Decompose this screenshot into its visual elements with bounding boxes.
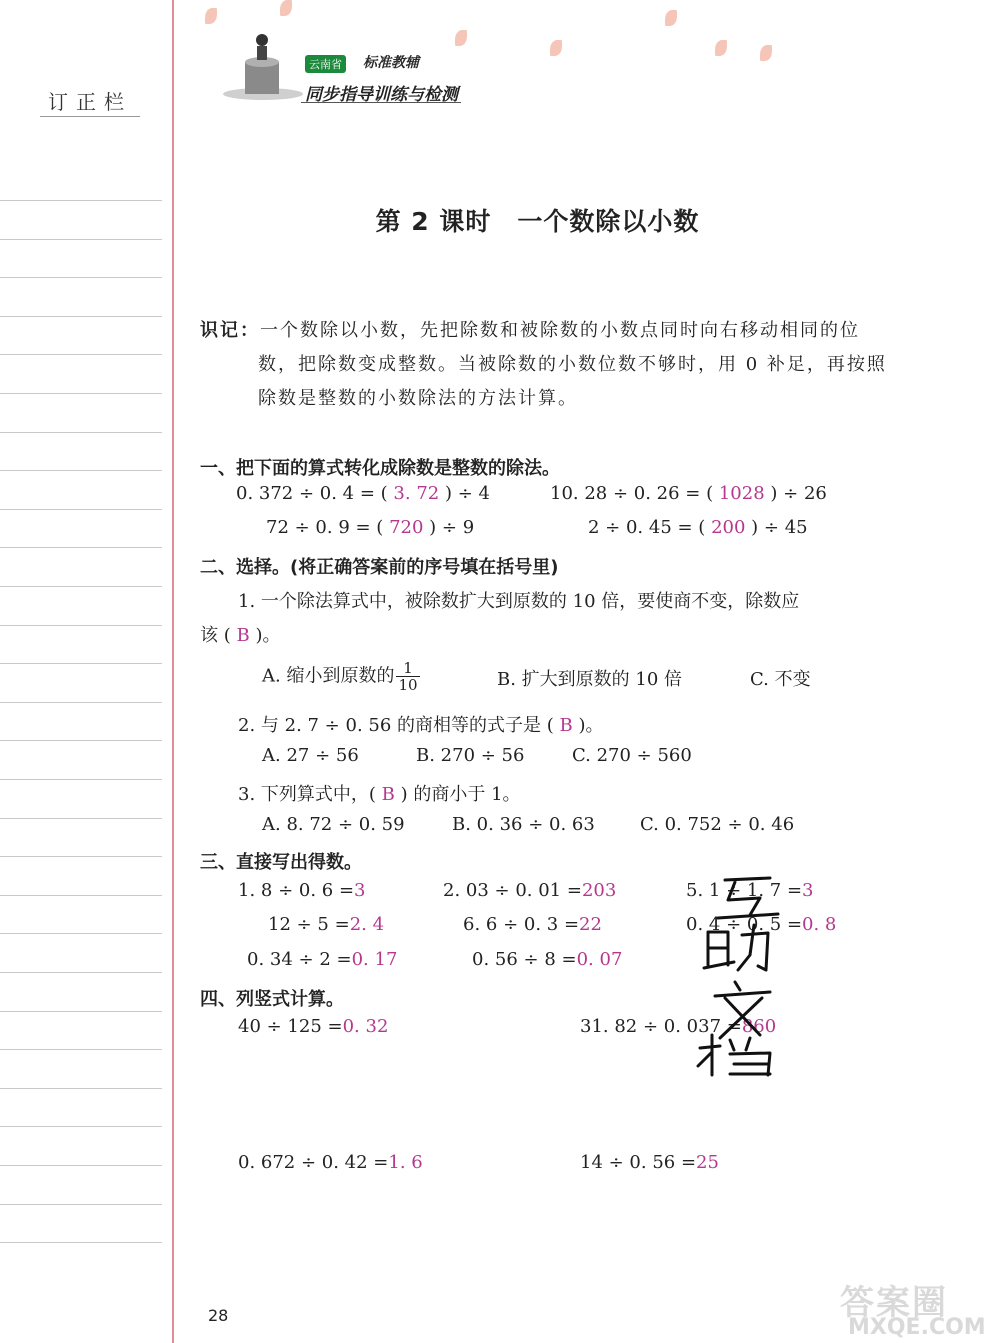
answer: 22 [579,914,602,935]
expression: 0. 372 ÷ 0. 4 = ( [236,483,388,504]
expression: 2 ÷ 0. 45 = ( [588,517,706,538]
convert-item [266,517,474,538]
margin-label-underline [40,116,140,117]
margin-rule-line [0,509,162,510]
book-title: 同步指导训练与检测 [305,85,458,105]
margin-rule-line [0,1242,162,1243]
leaf-decoration [280,0,292,16]
margin-rule-line [0,393,162,394]
convert-item [550,483,827,504]
leaf-decoration [455,30,467,46]
site-watermark [840,1275,990,1343]
section3-heading: 三、直接写出得数。 [200,852,362,873]
long-division-item [238,1152,423,1173]
question-1-option-b: B. 扩大到原数的 10 倍 [497,669,683,690]
memo-line-2: 数，把除数变成整数。当被除数的小数位数不够时，用 0 补足，再按照 [258,354,887,375]
margin-rule-line [0,856,162,857]
expression: 6. 6 ÷ 0. 3 = [463,914,580,935]
expression: 31. 82 ÷ 0. 037 = [580,1016,742,1037]
leaf-decoration [715,40,727,56]
answer: 720 [389,517,424,538]
expression: 0. 34 ÷ 2 = [247,949,352,970]
margin-rule-line [0,933,162,934]
question-1-option-a [262,660,420,693]
long-division-item [238,1016,388,1037]
expression: ) ÷ 9 [429,517,475,538]
margin-rule-line [0,895,162,896]
margin-rule-line [0,702,162,703]
handwritten-signature [690,870,800,1080]
question-2 [238,711,604,737]
answer: 200 [711,517,746,538]
answer: 1. 6 [388,1152,423,1173]
answer: 860 [741,1016,777,1037]
answer: 0. 8 [802,914,837,935]
fraction-numerator: 1 [396,660,419,677]
margin-rule-line [0,316,162,317]
answer: B [381,784,395,805]
fraction-denominator: 10 [398,676,418,694]
leaf-decoration [550,40,562,56]
margin-rule-line [0,277,162,278]
margin-rule-line [0,740,162,741]
book-title-underline [301,102,461,103]
margin-rule-line [0,818,162,819]
convert-item [588,517,808,538]
question-3-option-a: A. 8. 72 ÷ 0. 59 [262,814,405,835]
answer: 3 [802,880,814,901]
lesson-title: 第 2 课时 一个数除以小数 [375,207,700,236]
mental-math-item [472,949,622,970]
book-header [195,0,795,110]
margin-rule-line [0,470,162,471]
answer: 1028 [718,483,765,504]
expression: 72 ÷ 0. 9 = ( [266,517,384,538]
margin-rule-line [0,663,162,664]
boy-on-stump-illustration [215,22,305,102]
mental-math-item [443,880,616,901]
section2-heading: 二、选择。(将正确答案前的序号填在括号里) [200,557,559,578]
watermark-text: 答案圈 [840,1283,948,1323]
margin-rule-line [0,200,162,201]
watermark-url: MXQE.COM [848,1315,986,1340]
expression: ) ÷ 26 [770,483,827,504]
question-text: )。 [578,715,604,736]
memo-line-3: 除数是整数的小数除法的方法计算。 [258,388,578,409]
option-text: A. 缩小到原数的 [262,665,395,687]
expression: 10. 28 ÷ 0. 26 = ( [550,483,714,504]
answer: 0. 17 [351,949,398,970]
mental-math-item [463,914,602,935]
question-3-option-b: B. 0. 36 ÷ 0. 63 [452,814,595,835]
margin-rule-line [0,1126,162,1127]
question-2-option-b: B. 270 ÷ 56 [416,745,525,766]
margin-rule-line [0,586,162,587]
question-text: ) 的商小于 1。 [400,784,521,805]
expression: ) ÷ 4 [444,483,490,504]
section1-heading: 一、把下面的算式转化成除数是整数的除法。 [200,458,560,479]
question-3 [238,780,521,806]
memo-text: 一个数除以小数，先把除数和被除数的小数点同时向右移动相同的位 [260,320,860,341]
series-badge: 云南省 [305,55,346,73]
margin-rule-line [0,625,162,626]
margin-rule-line [0,972,162,973]
question-text: 该 ( [200,625,231,646]
question-2-option-c: C. 270 ÷ 560 [572,745,692,766]
question-1-line-2 [200,621,280,647]
margin-rule-line [0,1204,162,1205]
answer: 0. 32 [342,1016,389,1037]
margin-label: 订正栏 [48,90,132,114]
answer: 2. 4 [349,914,385,935]
margin-rule-line [0,239,162,240]
expression: 14 ÷ 0. 56 = [580,1152,697,1173]
answer: 3 [354,880,366,901]
leaf-decoration [665,10,677,26]
margin-rule-line [0,1011,162,1012]
expression: 5. 1 ÷ 1. 7 = [686,880,803,901]
convert-item [236,483,490,504]
mental-math-item [238,880,365,901]
answer: B [236,625,250,646]
expression: 0. 56 ÷ 8 = [472,949,577,970]
question-text: )。 [255,625,281,646]
page-number: 28 [208,1306,229,1325]
expression: ) ÷ 45 [751,517,808,538]
expression: 1. 8 ÷ 0. 6 = [238,880,355,901]
margin-rule-line [0,547,162,548]
margin-rule-line [0,354,162,355]
series-name: 标准教辅 [363,55,419,71]
long-division-item [580,1152,719,1173]
margin-rule-line [0,1165,162,1166]
margin-rule-line [0,779,162,780]
question-3-option-c: C. 0. 752 ÷ 0. 46 [640,814,795,835]
expression: 0. 672 ÷ 0. 42 = [238,1152,389,1173]
memo-line-1 [200,316,860,342]
expression: 12 ÷ 5 = [268,914,350,935]
question-text: 2. 与 2. 7 ÷ 0. 56 的商相等的式子是 ( [238,715,554,736]
margin-rule-line [0,432,162,433]
question-1-line-1: 1. 一个除法算式中，被除数扩大到原数的 10 倍，要使商不变，除数应 [238,591,800,612]
expression: 0. 4 ÷ 0. 5 = [686,914,803,935]
answer: 203 [581,880,617,901]
fraction [396,660,419,693]
section4-heading: 四、列竖式计算。 [200,989,344,1010]
memo-label: 识记： [200,320,260,341]
answer: B [559,715,573,736]
question-1-option-c: C. 不变 [750,669,811,690]
margin-rule-line [0,1049,162,1050]
expression: 40 ÷ 125 = [238,1016,343,1037]
leaf-decoration [760,45,772,61]
mental-math-item [268,914,384,935]
mental-math-item [247,949,397,970]
question-2-option-a: A. 27 ÷ 56 [262,745,359,766]
answer: 3. 72 [393,483,440,504]
answer: 0. 07 [576,949,623,970]
margin-rule-line [0,1088,162,1089]
answer: 25 [696,1152,719,1173]
question-text: 3. 下列算式中，( [238,784,376,805]
expression: 2. 03 ÷ 0. 01 = [443,880,582,901]
